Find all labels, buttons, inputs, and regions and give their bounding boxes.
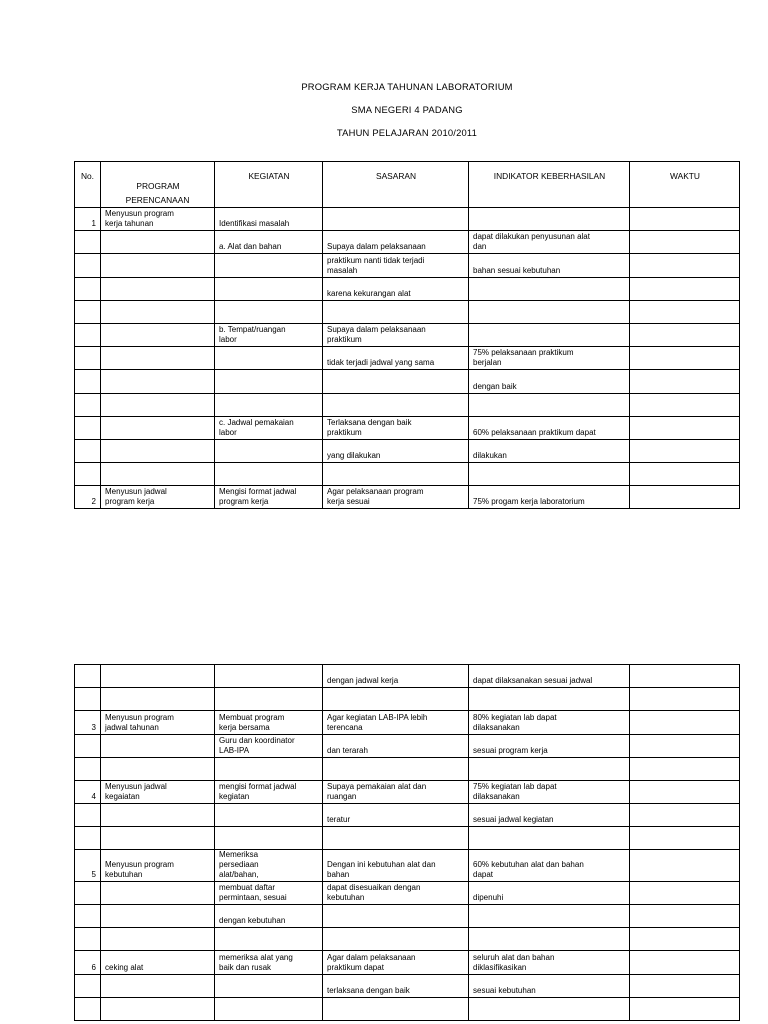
cell-program [101,278,215,301]
cell-no [75,347,101,370]
cell-waktu [630,208,740,231]
cell-no [75,394,101,417]
table-row [75,735,740,758]
cell-waktu [630,324,740,347]
cell-waktu [630,850,740,882]
cell-program [101,758,215,781]
cell-no [75,882,101,905]
cell-sasaran: teratur [323,804,469,827]
cell-kegiatan: Membuat program kerja bersama [215,711,323,735]
table-row [75,417,740,440]
table-row [75,324,740,347]
table-row [75,370,740,394]
cell-sasaran: Agar kegiatan LAB-IPA lebih terencana [323,711,469,735]
cell-kegiatan: memeriksa alat yang baik dan rusak [215,951,323,975]
table-row [75,827,740,850]
header-waktu: WAKTU [630,162,740,208]
cell-waktu [630,231,740,254]
cell-indikator [469,827,630,850]
cell-waktu [630,665,740,688]
header-indikator: INDIKATOR KEBERHASILAN [469,162,630,208]
cell-no: 4 [75,781,101,804]
cell-program [101,975,215,998]
cell-program [101,394,215,417]
cell-program [101,370,215,394]
cell-waktu [630,417,740,440]
cell-kegiatan: dengan kebutuhan [215,905,323,928]
cell-indikator [469,463,630,486]
cell-program [101,301,215,324]
table-row [75,254,740,278]
cell-waktu [630,711,740,735]
cell-waktu [630,370,740,394]
cell-indikator [469,758,630,781]
cell-waktu [630,347,740,370]
cell-sasaran: Supaya pemakaian alat dan ruangan [323,781,469,804]
cell-sasaran: Terlaksana dengan baik praktikum [323,417,469,440]
header-sasaran: SASARAN [323,162,469,208]
cell-program [101,998,215,1021]
header-kegiatan: KEGIATAN [215,162,323,208]
cell-sasaran: dengan jadwal kerja [323,665,469,688]
cell-waktu [630,394,740,417]
cell-kegiatan [215,394,323,417]
cell-program: Menyusun program jadwal tahunan [101,711,215,735]
cell-indikator [469,278,630,301]
table-row [75,804,740,827]
cell-program: ceking alat [101,951,215,975]
table-row [75,486,740,509]
cell-program [101,688,215,711]
header-program [101,162,215,208]
table-header-row [75,162,740,208]
cell-indikator: dapat dilakukan penyusunan alat dan [469,231,630,254]
cell-no [75,758,101,781]
cell-kegiatan: c. Jadwal pemakaian labor [215,417,323,440]
table-row [75,998,740,1021]
table-row [75,711,740,735]
cell-no [75,254,101,278]
cell-no [75,665,101,688]
cell-no [75,231,101,254]
cell-no: 6 [75,951,101,975]
cell-sasaran [323,998,469,1021]
cell-kegiatan [215,975,323,998]
cell-waktu [630,278,740,301]
cell-sasaran [323,905,469,928]
cell-indikator: bahan sesuai kebutuhan [469,254,630,278]
cell-waktu [630,254,740,278]
cell-waktu [630,905,740,928]
cell-no: 1 [75,208,101,231]
table-row [75,882,740,905]
cell-kegiatan [215,347,323,370]
cell-indikator: dapat dilaksanakan sesuai jadwal [469,665,630,688]
cell-sasaran [323,394,469,417]
cell-no: 3 [75,711,101,735]
cell-no [75,370,101,394]
cell-program: Menyusun jadwal kegaiatan [101,781,215,804]
cell-indikator [469,301,630,324]
cell-sasaran: karena kekurangan alat [323,278,469,301]
cell-no [75,417,101,440]
table-row [75,231,740,254]
work-program-table-2 [74,664,740,1021]
cell-waktu [630,998,740,1021]
cell-program [101,882,215,905]
work-program-table-1 [74,161,740,509]
cell-program [101,735,215,758]
cell-waktu [630,688,740,711]
cell-indikator: sesuai kebutuhan [469,975,630,998]
cell-no [75,998,101,1021]
cell-waktu [630,882,740,905]
cell-waktu [630,804,740,827]
cell-no [75,928,101,951]
cell-sasaran [323,758,469,781]
cell-kegiatan [215,804,323,827]
table-row [75,665,740,688]
cell-waktu [630,735,740,758]
cell-indikator: dilakukan [469,440,630,463]
header-program-sub: PERENCANAAN [125,195,190,205]
cell-indikator [469,998,630,1021]
cell-program [101,231,215,254]
academic-year: TAHUN PELAJARAN 2010/2011 [336,127,478,138]
cell-sasaran [323,928,469,951]
cell-sasaran: Supaya dalam pelaksanaan praktikum [323,324,469,347]
cell-program [101,827,215,850]
cell-kegiatan [215,758,323,781]
cell-indikator: dipenuhi [469,882,630,905]
table-row [75,347,740,370]
table-row [75,208,740,231]
cell-kegiatan [215,665,323,688]
cell-indikator [469,905,630,928]
cell-kegiatan: membuat daftar permintaan, sesuai [215,882,323,905]
cell-program: Menyusun jadwal program kerja [101,486,215,509]
cell-no [75,905,101,928]
cell-program [101,665,215,688]
cell-program [101,905,215,928]
cell-sasaran [323,463,469,486]
cell-indikator: sesuai program kerja [469,735,630,758]
cell-indikator [469,928,630,951]
cell-sasaran: Agar pelaksanaan program kerja sesuai [323,486,469,509]
cell-waktu [630,928,740,951]
cell-indikator: 75% pelaksanaan praktikum berjalan [469,347,630,370]
cell-waktu [630,781,740,804]
cell-indikator [469,688,630,711]
cell-kegiatan [215,278,323,301]
table-row [75,951,740,975]
cell-waktu [630,758,740,781]
cell-program: Menyusun program kebutuhan [101,850,215,882]
cell-kegiatan: a. Alat dan bahan [215,231,323,254]
cell-indikator: 60% kebutuhan alat dan bahan dapat [469,850,630,882]
cell-sasaran [323,301,469,324]
cell-kegiatan: Identifikasi masalah [215,208,323,231]
cell-kegiatan [215,688,323,711]
cell-indikator: 60% pelaksanaan praktikum dapat [469,417,630,440]
cell-no [75,301,101,324]
cell-kegiatan [215,254,323,278]
cell-indikator: 80% kegiatan lab dapat dilaksanakan [469,711,630,735]
table-row [75,394,740,417]
cell-program [101,324,215,347]
cell-indikator [469,324,630,347]
cell-sasaran: praktikum nanti tidak terjadi masalah [323,254,469,278]
cell-sasaran: Agar dalam pelaksanaan praktikum dapat [323,951,469,975]
cell-kegiatan: mengisi format jadwal kegiatan [215,781,323,804]
cell-waktu [630,440,740,463]
cell-program [101,417,215,440]
cell-sasaran: tidak terjadi jadwal yang sama [323,347,469,370]
cell-kegiatan: Memeriksa persediaan alat/bahan, [215,850,323,882]
cell-indikator: sesuai jadwal kegiatan [469,804,630,827]
cell-program [101,928,215,951]
table-row [75,758,740,781]
cell-program [101,254,215,278]
cell-waktu [630,975,740,998]
table-row [75,301,740,324]
cell-kegiatan [215,998,323,1021]
cell-indikator: 75% progam kerja laboratorium [469,486,630,509]
cell-no [75,278,101,301]
cell-kegiatan: Mengisi format jadwal program kerja [215,486,323,509]
cell-indikator [469,208,630,231]
cell-kegiatan [215,370,323,394]
cell-program [101,440,215,463]
cell-waktu [630,463,740,486]
table-row [75,928,740,951]
cell-no: 2 [75,486,101,509]
cell-program [101,463,215,486]
cell-waktu [630,486,740,509]
cell-kegiatan: b. Tempat/ruangan labor [215,324,323,347]
cell-kegiatan [215,928,323,951]
header-program-label: PROGRAM [136,181,180,191]
cell-sasaran: Supaya dalam pelaksanaan [323,231,469,254]
cell-kegiatan [215,301,323,324]
header-no: No. [75,162,101,208]
table-row [75,905,740,928]
cell-sasaran [323,370,469,394]
cell-sasaran: terlaksana dengan baik [323,975,469,998]
table-row [75,781,740,804]
cell-no [75,688,101,711]
cell-kegiatan: Guru dan koordinator LAB-IPA [215,735,323,758]
table-row [75,850,740,882]
cell-kegiatan [215,440,323,463]
cell-indikator: seluruh alat dan bahan diklasifikasikan [469,951,630,975]
table-row [75,975,740,998]
cell-sasaran [323,208,469,231]
cell-kegiatan [215,463,323,486]
cell-program [101,347,215,370]
cell-waktu [630,301,740,324]
cell-no [75,804,101,827]
cell-sasaran [323,688,469,711]
school-name: SMA NEGERI 4 PADANG [351,104,463,115]
cell-no: 5 [75,850,101,882]
table-row [75,440,740,463]
document-title: PROGRAM KERJA TAHUNAN LABORATORIUM [301,81,513,92]
cell-sasaran [323,827,469,850]
cell-no [75,975,101,998]
cell-waktu [630,951,740,975]
table-row [75,278,740,301]
table-row [75,688,740,711]
cell-indikator [469,394,630,417]
cell-program [101,804,215,827]
cell-kegiatan [215,827,323,850]
cell-no [75,735,101,758]
cell-indikator: 75% kegiatan lab dapat dilaksanakan [469,781,630,804]
cell-sasaran: Dengan ini kebutuhan alat dan bahan [323,850,469,882]
cell-indikator: dengan baik [469,370,630,394]
cell-sasaran: dan terarah [323,735,469,758]
table-row [75,463,740,486]
cell-sasaran: dapat disesuaikan dengan kebutuhan [323,882,469,905]
cell-waktu [630,827,740,850]
cell-sasaran: yang dilakukan [323,440,469,463]
cell-no [75,463,101,486]
cell-no [75,324,101,347]
cell-no [75,440,101,463]
cell-no [75,827,101,850]
cell-program: Menyusun program kerja tahunan [101,208,215,231]
